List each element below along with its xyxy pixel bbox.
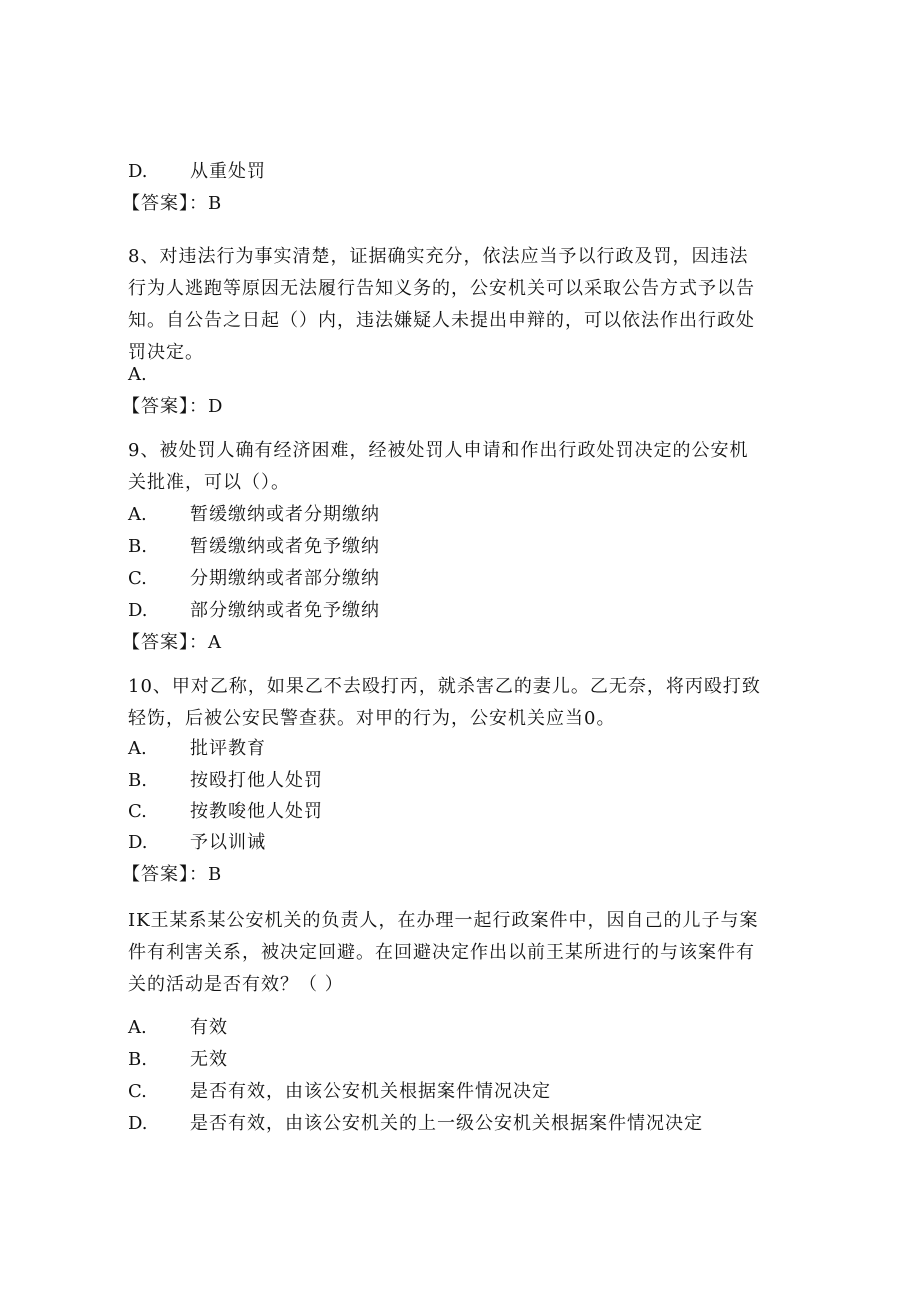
option-letter: D.: [128, 600, 148, 621]
option-text: 予以训诫: [190, 832, 266, 853]
option-letter: A.: [128, 1017, 147, 1038]
option-text: 是否有效，由该公安机关的上一级公安机关根据案件情况决定: [190, 1113, 703, 1134]
option-text: 无效: [190, 1049, 228, 1070]
question-10-line-2: 轻饬，后被公安民警查获。对甲的行为，公安机关应当0。: [128, 708, 616, 729]
question-8-line-2: 行为人逃跑等原因无法履行告知义务的，公安机关可以采取公告方式予以告: [128, 278, 755, 299]
question-8-line-3: 知。自公告之日起（）内，违法嫌疑人未提出申辩的，可以依法作出行政处: [128, 310, 755, 331]
answer-label: 【答案】：B: [122, 864, 223, 885]
option-text: 部分缴纳或者免予缴纳: [190, 600, 380, 621]
option-text: 按殴打他人处罚: [190, 770, 323, 791]
option-letter: D.: [128, 161, 148, 182]
option-text: 有效: [190, 1017, 228, 1038]
question-9-line-2: 关批准，可以（）。: [128, 472, 290, 493]
option-text: 是否有效，由该公安机关根据案件情况决定: [190, 1081, 551, 1102]
option-letter: D.: [128, 1113, 148, 1134]
answer-label: 【答案】：A: [122, 632, 222, 653]
option-letter: A.: [128, 738, 147, 759]
option-letter: C.: [128, 568, 147, 589]
option-letter: B.: [128, 1049, 147, 1070]
question-11-line-3: 关的活动是否有效？（ ）: [128, 974, 344, 995]
option-letter: A.: [128, 364, 147, 385]
answer-label: 【答案】：B: [122, 193, 223, 214]
option-text: 分期缴纳或者部分缴纳: [190, 568, 380, 589]
option-text: 暂缓缴纳或者免予缴纳: [190, 536, 380, 557]
option-letter: B.: [128, 770, 147, 791]
question-11-line-1: IK王某系某公安机关的负责人，在办理一起行政案件中，因自己的儿子与案: [128, 910, 759, 931]
option-letter: C.: [128, 801, 147, 822]
option-letter: A.: [128, 504, 147, 525]
question-10-line-1: 10、甲对乙称，如果乙不去殴打丙，就杀害乙的妻儿。乙无奈，将丙殴打致: [128, 676, 761, 697]
answer-label: 【答案】：D: [122, 396, 224, 417]
option-letter: C.: [128, 1081, 147, 1102]
option-letter: B.: [128, 536, 147, 557]
option-letter: D.: [128, 832, 148, 853]
question-9-line-1: 9、被处罚人确有经济困难，经被处罚人申请和作出行政处罚决定的公安机: [128, 440, 749, 461]
option-text: 从重处罚: [190, 161, 266, 182]
option-text: 按教唆他人处罚: [190, 801, 323, 822]
question-8-line-1: 8、对违法行为事实清楚，证据确实充分，依法应当予以行政及罚，因违法: [128, 246, 749, 267]
question-11-line-2: 件有利害关系，被决定回避。在回避决定作出以前王某所进行的与该案件有: [128, 942, 755, 963]
option-text: 批评教育: [190, 738, 266, 759]
question-8-line-4: 罚决定。: [128, 342, 204, 363]
option-text: 暂缓缴纳或者分期缴纳: [190, 504, 380, 525]
